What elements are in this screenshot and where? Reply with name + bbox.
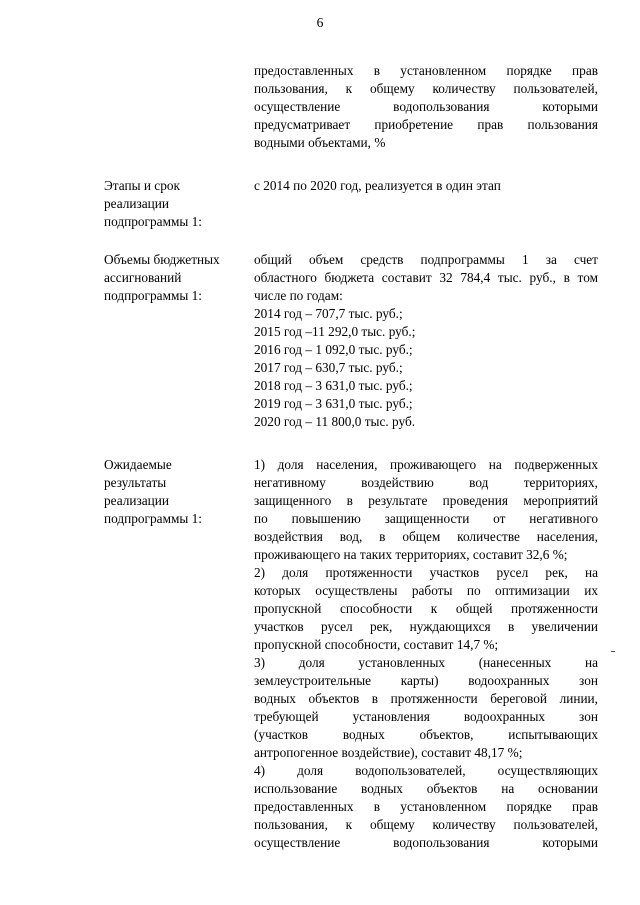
text-line: пользования, к общему количеству пользователей, — [254, 81, 598, 96]
label-line: реализации — [104, 493, 169, 508]
label-line: Ожидаемые — [104, 457, 172, 472]
label-line: подпрограммы 1: — [104, 214, 202, 229]
label-line: реализации — [104, 196, 169, 211]
label-line: ассигнований — [104, 270, 182, 285]
continuation-text — [254, 62, 598, 152]
text-line: предусматривает приобретение прав пользования — [254, 117, 598, 132]
text-line: пропускной способности к общей протяженности — [254, 601, 598, 616]
stages-text — [254, 177, 598, 195]
text-line: 1) доля населения, проживающего на подверженных — [254, 457, 598, 472]
label-line: подпрограммы 1: — [104, 511, 202, 526]
text-line: негативному воздействию вод территориях, — [254, 475, 598, 490]
text-line: антропогенное воздействие), составит 48,17 %; — [254, 745, 523, 760]
text-line: использование водных объектов на основании — [254, 781, 598, 796]
text-line: осуществление водопользования которыми — [254, 99, 598, 114]
text-line: 2) доля протяженности участков русел рек, на — [254, 565, 598, 580]
text-line: водных объектов в протяженности береговой линии, — [254, 691, 598, 706]
text-line: 3) доля установленных (нанесенных на — [254, 655, 598, 670]
budget-year-line: 2018 год – 3 631,0 тыс. руб.; — [254, 378, 413, 393]
stages-label — [104, 177, 249, 231]
text-line: предоставленных в установленном порядке прав — [254, 63, 598, 78]
budget-year-line: 2020 год – 11 800,0 тыс. руб. — [254, 414, 416, 429]
text-line: воздействия вод, в общем количестве населения, — [254, 529, 598, 544]
text-line: осуществление водопользования которыми — [254, 835, 598, 850]
text-line: по повышению защищенности от негативного — [254, 511, 598, 526]
text-line: которых осуществлены работы по оптимизации их — [254, 583, 598, 598]
label-line: Объемы бюджетных — [104, 252, 220, 267]
budget-year-line: 2016 год – 1 092,0 тыс. руб.; — [254, 342, 413, 357]
budget-label — [104, 251, 249, 305]
scan-mark — [611, 651, 615, 652]
text-line: требующей установления водоохранных зон — [254, 709, 598, 724]
results-label — [104, 456, 249, 528]
text-line: защищенного в результате проведения мероприятий — [254, 493, 598, 508]
budget-year-line: 2015 год –11 292,0 тыс. руб.; — [254, 324, 416, 339]
text-line: с 2014 по 2020 год, реализуется в один этап — [254, 178, 501, 193]
text-line: общий объем средств подпрограммы 1 за счет — [254, 252, 598, 267]
text-line: предоставленных в установленном порядке прав — [254, 799, 598, 814]
text-line: (участков водных объектов, испытывающих — [254, 727, 598, 742]
label-line: Этапы и срок — [104, 178, 180, 193]
text-line: проживающего на таких территориях, составит 32,6 %; — [254, 547, 568, 562]
page-number: 6 — [316, 15, 324, 30]
budget-year-line: 2017 год – 630,7 тыс. руб.; — [254, 360, 403, 375]
text-line: землеустроительные карты) водоохранных зон — [254, 673, 598, 688]
budget-year-line: 2019 год – 3 631,0 тыс. руб.; — [254, 396, 413, 411]
results-text — [254, 456, 598, 852]
budget-text — [254, 251, 598, 431]
text-line: числе по годам: — [254, 288, 343, 303]
text-line: 4) доля водопользователей, осуществляющих — [254, 763, 598, 778]
text-line: пропускной способности, составит 14,7 %; — [254, 637, 499, 652]
text-line: водными объектами, % — [254, 135, 386, 150]
label-line: результаты — [104, 475, 167, 490]
text-line: участков русел рек, нуждающихся в увеличении — [254, 619, 598, 634]
budget-year-line: 2014 год – 707,7 тыс. руб.; — [254, 306, 403, 321]
label-line: подпрограммы 1: — [104, 288, 202, 303]
text-line: пользования, к общему количеству пользователей, — [254, 817, 598, 832]
text-line: областного бюджета составит 32 784,4 тыс. руб., в том — [254, 270, 598, 285]
